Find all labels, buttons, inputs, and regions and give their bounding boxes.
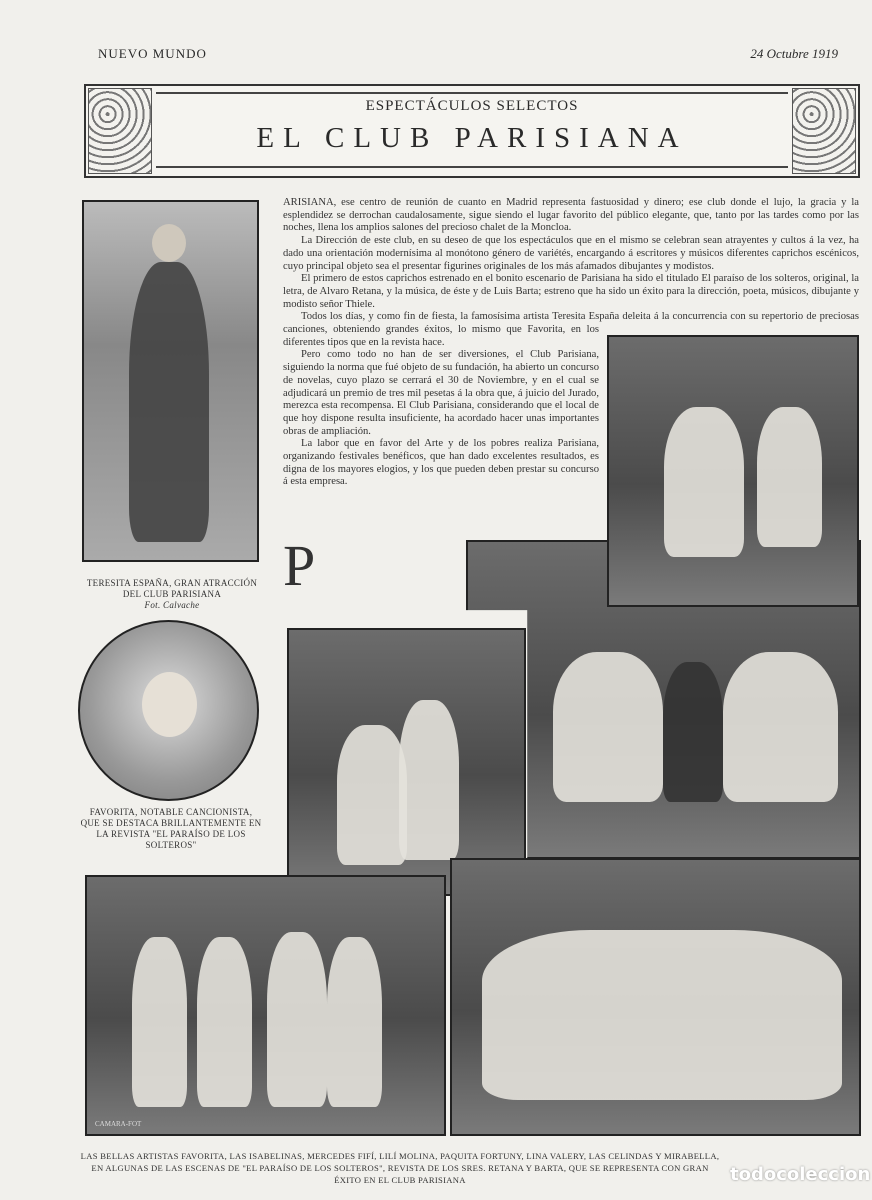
divider: [156, 92, 788, 94]
photo-credit: CAMARA-FOT: [95, 1120, 142, 1128]
title-banner: [84, 84, 860, 178]
caption-teresita: [84, 578, 260, 611]
issue-date: 24 Octubre 1919: [750, 46, 838, 61]
photo-guitar-duo: [287, 628, 526, 896]
paragraph-text: Todos los días, y como fin de fiesta, la famosísima artista Teresita España deleita á la concurrencia con su repertorio de preciosas canciones, obteniendo grandes éxitos, lo mismo que Favorita, en los diferentes tipos que en la revista hace.: [283, 311, 859, 348]
drop-cap: P: [283, 533, 316, 598]
spacer: [461, 541, 859, 631]
paragraph-text: La labor que en favor del Arte y de los pobres: [301, 438, 520, 450]
paragraph-text: realiza Parisiana, organizando festivales benéficos, que han dado excelentes resultados, es digna de los mayores elogios, y los que pueden deben prestar su concurso á esta empresa.: [283, 438, 600, 488]
caption-favorita: FAVORITA, NOTABLE CANCIONISTA, QUE SE DESTACA BRILLANTEMENTE EN LA REVISTA "EL PARAÍSO DE LOS SOLTEROS": [80, 807, 262, 850]
paragraph-text: ARISIANA, ese centro de reunión de cuanto en Madrid representa fastuosidad y dinero; ese club donde el lujo, la gracia y la esplendidez se derrochan caudalosamente, sigue siendo el lugar favorito del público elegante, que, tanto por las tardes como por las noches, llena los amplios salones del precioso chalet de la Moncloa.: [283, 197, 859, 234]
paragraph-text: El primero de estos caprichos estrenado en el bonito escenario de Parisiana ha sido el titulado El paraíso de los solteros, original, la letra, de Alvaro Retana, y la música, de éste y de Luis Barta; estreno: [283, 273, 859, 297]
section-kicker: ESPECTÁCULOS SELECTOS: [365, 98, 579, 114]
publication-name: NUEVO MUNDO: [98, 46, 207, 61]
photo-credit: Fot. Calvache: [144, 600, 200, 610]
photo-teresita-espana: [82, 200, 259, 562]
photo-favorita: [78, 620, 259, 801]
watermark: todocoleccion: [730, 1164, 871, 1185]
paragraph-text: Pero como todo no han de ser diversiones, el Club Parisiana, siguiendo la norma que fué objeto de su fundación, ha abierto un concurso de novelas, cuyo plazo se cerrará el 30 de Noviembre, y en el cual se adjudicará un premio de tres mil pesetas á la obra que, á juicio del Jurado, merezca esta recompensa. El Club Parisiana, considerando que el local de que hoy dispone resulta insuficiente, ha acordado hacer unas importantes obras de ampliación.: [283, 349, 599, 437]
paragraph-text: que ha sido un éxito para la dirección, poeta, músicos, dibujante y modisto señor Thiele.: [283, 285, 859, 310]
paragraph-text: La Dirección de este club, en su deseo de que los espectáculos que en el mismo se celebran sean atrayentes y cultos á la vez, ha dado una orientación modernísima al monótono género de variétés, encargando á escritores y músicos diferentes caprichos escénicos, cuyo principal objeto sea el presentar figurines originales de los más afamados dibujantes y modistos.: [283, 235, 859, 272]
photo-ensemble: [450, 858, 861, 1136]
spacer: [599, 335, 859, 541]
photo-isabelinas: [85, 875, 446, 1136]
article-title: EL CLUB PARISIANA: [256, 122, 688, 154]
caption-main: LAS BELLAS ARTISTAS FAVORITA, LAS ISABELINAS, MERCEDES FIFÍ, LILÍ MOLINA, PAQUITA FORTUNY, LINA VALERY, LAS CELINDAS Y MIRABELLA, EN ALGUNAS DE LAS ESCENAS DE "EL PARAÍSO DE LOS SOLTEROS", REVISTA DE LOS SRES. RETANA Y BARTA, QUE SE REPRESENTA CON GRAN ÉXITO EN EL CLUB PARISIANA: [80, 1151, 720, 1185]
divider: [156, 166, 788, 168]
article-body: [283, 197, 859, 631]
caption-text: TERESITA ESPAÑA, GRAN ATRACCIÓN DEL CLUB PARISIANA: [86, 578, 258, 599]
article-paragraph: [283, 273, 859, 311]
